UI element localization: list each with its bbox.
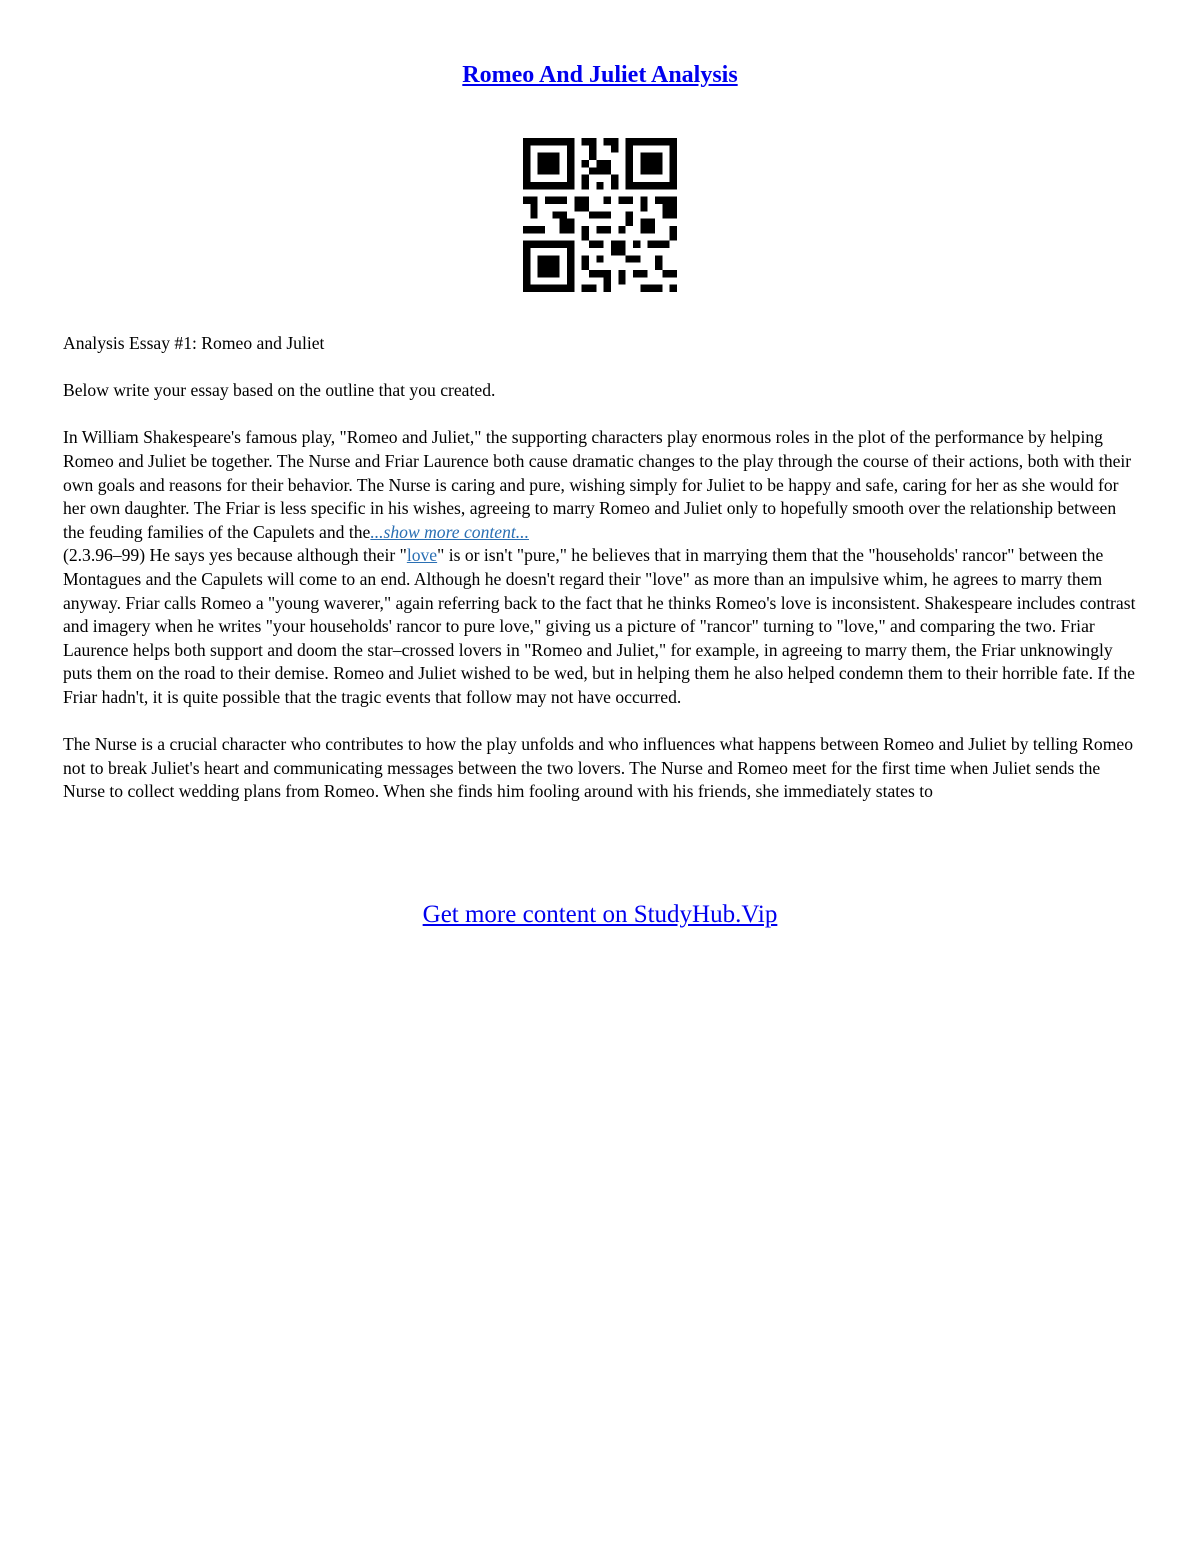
essay-paragraph-1 <box>63 426 1138 544</box>
get-more-content-link[interactable]: Get more content on StudyHub.Vip <box>422 901 778 928</box>
essay-heading: Analysis Essay #1: Romeo and Juliet <box>63 333 325 353</box>
essay-body <box>63 332 1138 827</box>
show-more-link[interactable]: ...show more content... <box>370 521 529 542</box>
paragraph-2-text-end: " is or isn't "pure," he believes that in marrying them that the "households' rancor" between the Montagues and the Capulets will come to an end. Although he doesn't regard their "love" as more than an impulsive whim, he agrees to marry them anyway. Friar calls Romeo a "young waverer," again referring back to the fact that he thinks Romeo's love is inconsistent. Shakespeare includes contrast and imagery when he writes "your households' rancor to pure love," giving us a picture of "rancor" turning to "love," and comparing the two. Friar Laurence helps both support and doom the star–crossed lovers in "Romeo and Juliet," for example, in agreeing to marry them, the Friar unknowingly puts them on the road to their demise. Romeo and Juliet wished to be wed, but in helping them he also helped condemn them to their horrible fate. If the Friar hadn't, it is quite possible that the tragic events that follow may not have occurred. <box>63 545 1136 707</box>
qr-code-icon <box>523 138 677 292</box>
paragraph-1-text: In William Shakespeare's famous play, "Romeo and Juliet," the supporting characters play enormous roles in the plot of the performance by helping Romeo and Juliet be together. The Nurse and Friar Laurence both cause dramatic changes to the play through the course of their actions, both with their own goals and reasons for their behavior. The Nurse is caring and pure, wishing simply for Juliet to be happy and safe, caring for her as she would for her own daughter. The Friar is less specific in his wishes, agreeing to marry Romeo and Juliet only to hopefully smooth over the relationship between the feuding families of the Capulets and the <box>63 427 1132 542</box>
essay-paragraph-2 <box>63 544 1138 709</box>
document-title[interactable]: Romeo And Juliet Analysis <box>462 62 738 88</box>
essay-instruction: Below write your essay based on the outline that you created. <box>63 380 496 401</box>
essay-paragraph-3: The Nurse is a crucial character who contributes to how the play unfolds and who influences what happens between Romeo and Juliet by telling Romeo not to break Juliet's heart and communicating messages between the two lovers. The Nurse and Romeo meet for the first time when Juliet sends the Nurse to collect wedding plans from Romeo. When she finds him fooling around with his friends, she immediately states to <box>63 734 1133 802</box>
love-link[interactable]: love <box>406 545 438 566</box>
paragraph-2-text-start: (2.3.96–99) He says yes because although their " <box>63 545 407 566</box>
